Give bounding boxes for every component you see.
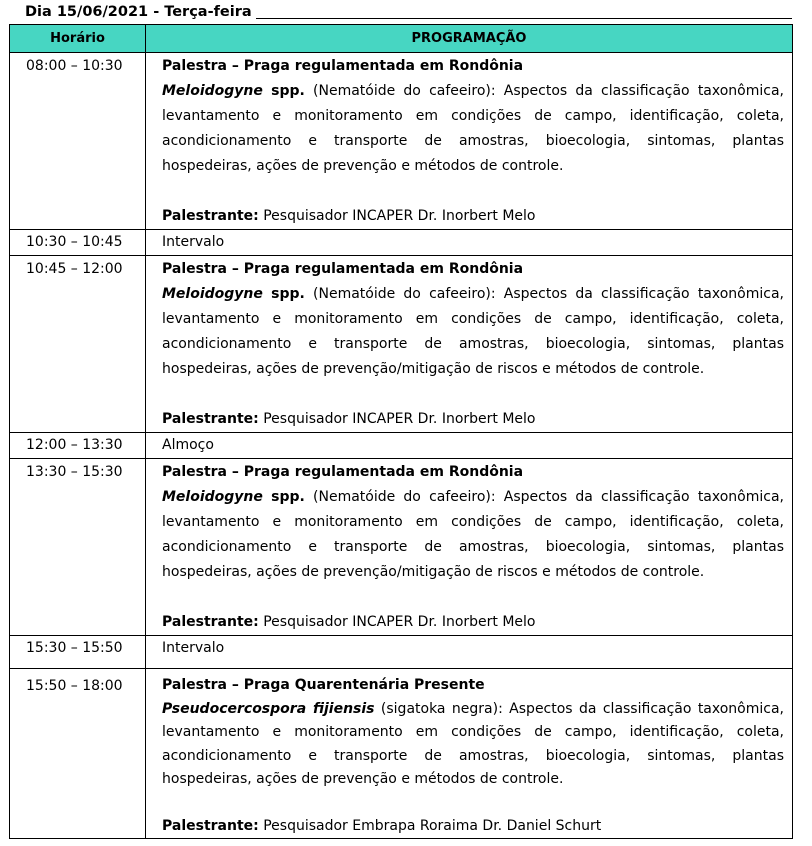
table-row — [10, 53, 793, 230]
table-row — [10, 669, 793, 839]
program-cell — [146, 53, 793, 230]
schedule-table — [9, 24, 793, 839]
speaker-line — [162, 815, 784, 839]
table-row — [10, 636, 793, 669]
column-header-program: PROGRAMAÇÃO — [146, 25, 793, 53]
talk-description — [162, 282, 784, 382]
description-text: (Nematóide do cafeeiro): Aspectos da classificação taxonômica, levantamento e monitoramento em condições de campo, identificação, coleta, acondicionamento e transporte de amostras, bioecologia, sintomas, plantas hospedeiras, ações de prevenção/mitigação de riscos e métodos de controle. — [162, 286, 784, 377]
time-cell: 13:30 – 15:30 — [10, 459, 146, 636]
program-cell: Intervalo — [146, 636, 793, 669]
time-cell: 15:50 – 18:00 — [10, 669, 146, 839]
speaker-name: Pesquisador Embrapa Roraima Dr. Daniel Schurt — [263, 817, 602, 834]
talk-title: Palestra – Praga regulamentada em Rondônia — [162, 58, 524, 74]
speaker-label: Palestrante: — [162, 817, 259, 834]
speaker-line — [162, 204, 784, 229]
talk-description — [162, 485, 784, 585]
table-row — [10, 433, 793, 459]
species-suffix: spp. — [271, 83, 305, 99]
column-header-time: Horário — [10, 25, 146, 53]
speaker-label: Palestrante: — [162, 208, 259, 224]
species-name: Meloidogyne — [162, 83, 263, 99]
speaker-line — [162, 407, 784, 432]
table-row — [10, 459, 793, 636]
title-underline — [256, 18, 792, 19]
table-row — [10, 230, 793, 256]
species-name: Pseudocercospora fijiensis — [162, 700, 375, 717]
speaker-name: Pesquisador INCAPER Dr. Inorbert Melo — [263, 411, 536, 427]
program-cell — [146, 669, 793, 839]
time-cell: 10:30 – 10:45 — [10, 230, 146, 256]
talk-description — [162, 698, 784, 792]
description-text: (Nematóide do cafeeiro): Aspectos da classificação taxonômica, levantamento e monitoramento em condições de campo, identificação, coleta, acondicionamento e transporte de amostras, bioecologia, sintomas, plantas hospedeiras, ações de prevenção e métodos de controle. — [162, 83, 784, 174]
program-cell — [146, 459, 793, 636]
program-cell: Almoço — [146, 433, 793, 459]
program-cell: Intervalo — [146, 230, 793, 256]
speaker-line — [162, 610, 784, 635]
time-cell: 10:45 – 12:00 — [10, 256, 146, 433]
talk-title: Palestra – Praga Quarentenária Presente — [162, 677, 485, 693]
description-text: (Nematóide do cafeeiro): Aspectos da classificação taxonômica, levantamento e monitoramento em condições de campo, identificação, coleta, acondicionamento e transporte de amostras, bioecologia, sintomas, plantas hospedeiras, ações de prevenção/mitigação de riscos e métodos de controle. — [162, 489, 784, 580]
page-title: Dia 15/06/2021 - Terça-feira — [25, 4, 252, 20]
species-name: Meloidogyne — [162, 489, 263, 505]
speaker-name: Pesquisador INCAPER Dr. Inorbert Melo — [263, 208, 536, 224]
talk-description — [162, 79, 784, 179]
speaker-label: Palestrante: — [162, 614, 259, 630]
time-cell: 12:00 – 13:30 — [10, 433, 146, 459]
program-cell — [146, 256, 793, 433]
time-cell: 08:00 – 10:30 — [10, 53, 146, 230]
species-suffix: spp. — [271, 489, 305, 505]
species-suffix: spp. — [271, 286, 305, 302]
talk-title: Palestra – Praga regulamentada em Rondônia — [162, 464, 524, 480]
species-name: Meloidogyne — [162, 286, 263, 302]
speaker-label: Palestrante: — [162, 411, 259, 427]
talk-title: Palestra – Praga regulamentada em Rondônia — [162, 261, 524, 277]
table-row — [10, 256, 793, 433]
time-cell: 15:30 – 15:50 — [10, 636, 146, 669]
description-text: (sigatoka negra): Aspectos da classificação taxonômica, levantamento e monitoramento em condições de campo, identificação, coleta, acondicionamento e transporte de amostras, bioecologia, sintomas, plantas hospedeiras, ações de prevenção e métodos de controle. — [162, 700, 785, 787]
speaker-name: Pesquisador INCAPER Dr. Inorbert Melo — [263, 614, 536, 630]
table-header-row — [10, 25, 793, 53]
